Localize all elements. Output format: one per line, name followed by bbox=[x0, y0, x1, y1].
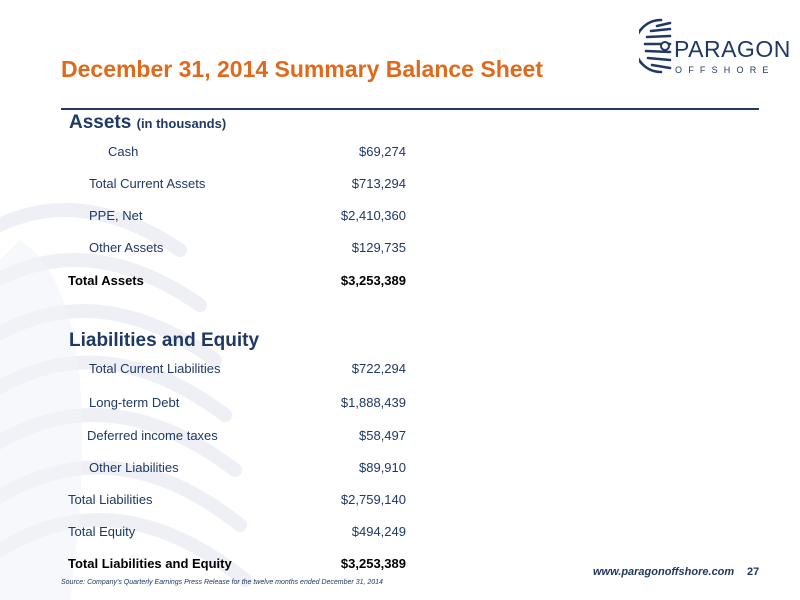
table-row-other-liabilities bbox=[0, 460, 800, 480]
row-label: Total Current Liabilities bbox=[89, 361, 221, 376]
table-row-total-liabilities bbox=[0, 492, 800, 512]
row-value: $69,274 bbox=[359, 144, 406, 159]
row-value: $494,249 bbox=[351, 524, 406, 539]
logo-subtitle: OFFSHORE bbox=[675, 65, 775, 75]
table-row-current-assets bbox=[0, 176, 800, 196]
units-note: (in thousands) bbox=[136, 116, 227, 131]
row-value: $1,888,439 bbox=[340, 395, 406, 410]
row-value: $3,253,389 bbox=[340, 556, 406, 571]
row-label: Deferred income taxes bbox=[87, 428, 218, 443]
company-logo bbox=[639, 14, 791, 86]
shell-logo-icon bbox=[639, 16, 675, 76]
row-label: Long-term Debt bbox=[89, 395, 180, 410]
assets-heading bbox=[69, 112, 226, 134]
row-value: $2,759,140 bbox=[340, 492, 406, 507]
logo-wordmark: PARAGON bbox=[674, 36, 791, 62]
table-row-other-assets bbox=[0, 240, 800, 260]
row-label: Cash bbox=[108, 144, 139, 159]
row-label: Total Current Assets bbox=[89, 176, 206, 191]
table-row-cash bbox=[0, 144, 800, 164]
row-value: $3,253,389 bbox=[340, 273, 406, 288]
row-value: $129,735 bbox=[351, 240, 406, 255]
row-value: $722,294 bbox=[351, 361, 406, 376]
table-row-total-assets bbox=[0, 273, 800, 293]
table-row-ppe bbox=[0, 208, 800, 228]
table-row-deferred-taxes bbox=[0, 428, 800, 448]
row-label: Total Equity bbox=[68, 524, 136, 539]
page-title: December 31, 2014 Summary Balance Sheet bbox=[61, 56, 543, 82]
liabilities-heading: Liabilities and Equity bbox=[69, 330, 260, 351]
row-value: $2,410,360 bbox=[340, 208, 406, 223]
page-number: 27 bbox=[747, 566, 760, 578]
source-note: Source: Company's Quarterly Earnings Press Release for the twelve months ended December 31, 2014 bbox=[61, 579, 383, 586]
row-value: $89,910 bbox=[359, 460, 406, 475]
row-value: $713,294 bbox=[351, 176, 406, 191]
row-label: Total Assets bbox=[68, 273, 144, 288]
row-label: PPE, Net bbox=[89, 208, 143, 223]
row-label: Total Liabilities bbox=[68, 492, 153, 507]
website-link[interactable]: www.paragonoffshore.com bbox=[593, 566, 735, 578]
table-row-total-equity bbox=[0, 524, 800, 544]
row-value: $58,497 bbox=[359, 428, 406, 443]
title-divider bbox=[61, 108, 759, 110]
assets-heading-text: Assets bbox=[69, 112, 132, 133]
table-row-current-liabilities bbox=[0, 361, 800, 381]
table-row-long-term-debt bbox=[0, 395, 800, 415]
row-label: Other Liabilities bbox=[89, 460, 179, 475]
row-label: Total Liabilities and Equity bbox=[68, 556, 232, 571]
row-label: Other Assets bbox=[89, 240, 164, 255]
